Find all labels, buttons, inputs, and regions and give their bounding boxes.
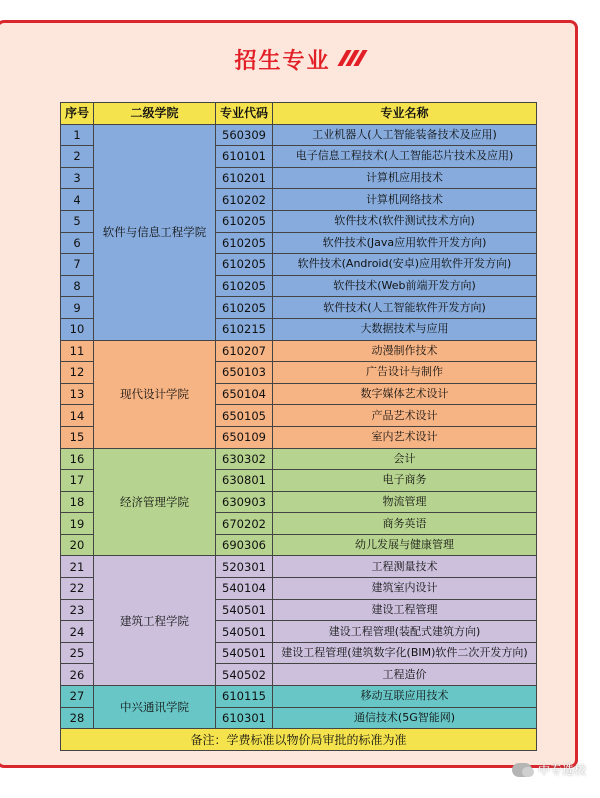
table-row: [61, 556, 537, 578]
row-number: 4: [61, 189, 94, 211]
header-code: 专业代码: [216, 103, 273, 125]
college-name: 现代设计学院: [94, 340, 216, 448]
row-number: 25: [61, 642, 94, 664]
row-number: 26: [61, 664, 94, 686]
major-code: 610115: [216, 686, 273, 708]
major-code: 650105: [216, 405, 273, 427]
note-row: [61, 729, 537, 751]
major-code: 540502: [216, 664, 273, 686]
table-row: [61, 448, 537, 470]
row-number: 6: [61, 232, 94, 254]
major-code: 610301: [216, 707, 273, 729]
row-number: 3: [61, 167, 94, 189]
major-name: 物流管理: [273, 491, 537, 513]
row-number: 2: [61, 146, 94, 168]
major-code: 610205: [216, 275, 273, 297]
row-number: 15: [61, 426, 94, 448]
major-name: 电子商务: [273, 470, 537, 492]
major-name: 建筑室内设计: [273, 578, 537, 600]
table-row: [61, 340, 537, 362]
major-name: 软件技术(Java应用软件开发方向): [273, 232, 537, 254]
row-number: 28: [61, 707, 94, 729]
major-code: 540501: [216, 642, 273, 664]
major-code: 520301: [216, 556, 273, 578]
major-name: 通信技术(5G智能网): [273, 707, 537, 729]
row-number: 21: [61, 556, 94, 578]
table-row: [61, 686, 537, 708]
major-code: 610205: [216, 232, 273, 254]
major-code: 650104: [216, 383, 273, 405]
major-name: 数字媒体艺术设计: [273, 383, 537, 405]
college-name: 中兴通讯学院: [94, 686, 216, 729]
major-name: 商务英语: [273, 513, 537, 535]
major-name: 软件技术(人工智能软件开发方向): [273, 297, 537, 319]
major-name: 广告设计与制作: [273, 362, 537, 384]
major-code: 540501: [216, 599, 273, 621]
major-code: 610205: [216, 254, 273, 276]
major-name: 会计: [273, 448, 537, 470]
major-name: 工程造价: [273, 664, 537, 686]
major-name: 软件技术(软件测试技术方向): [273, 210, 537, 232]
major-code: 560309: [216, 124, 273, 146]
row-number: 22: [61, 578, 94, 600]
row-number: 27: [61, 686, 94, 708]
major-name: 建设工程管理(装配式建筑方向): [273, 621, 537, 643]
major-code: 540501: [216, 621, 273, 643]
major-code: 630302: [216, 448, 273, 470]
row-number: 16: [61, 448, 94, 470]
major-code: 610205: [216, 210, 273, 232]
row-number: 19: [61, 513, 94, 535]
row-number: 12: [61, 362, 94, 384]
major-code: 630903: [216, 491, 273, 513]
major-code: 610201: [216, 167, 273, 189]
major-name: 计算机网络技术: [273, 189, 537, 211]
major-name: 电子信息工程技术(人工智能芯片技术及应用): [273, 146, 537, 168]
major-name: 建设工程管理(建筑数字化(BIM)软件二次开发方向): [273, 642, 537, 664]
fee-note: 备注：学费标准以物价局审批的标准为准: [61, 729, 537, 751]
slash-decoration-icon: [342, 50, 366, 70]
major-name: 室内艺术设计: [273, 426, 537, 448]
table-row: [61, 124, 537, 146]
major-code: 650109: [216, 426, 273, 448]
major-code: 540104: [216, 578, 273, 600]
row-number: 13: [61, 383, 94, 405]
major-code: 610207: [216, 340, 273, 362]
major-name: 软件技术(Web前端开发方向): [273, 275, 537, 297]
header-name: 专业名称: [273, 103, 537, 125]
row-number: 9: [61, 297, 94, 319]
major-code: 610205: [216, 297, 273, 319]
major-name: 移动互联应用技术: [273, 686, 537, 708]
header-college: 二级学院: [94, 103, 216, 125]
major-name: 建设工程管理: [273, 599, 537, 621]
row-number: 20: [61, 534, 94, 556]
row-number: 11: [61, 340, 94, 362]
row-number: 18: [61, 491, 94, 513]
majors-table: [60, 102, 537, 751]
major-name: 幼儿发展与健康管理: [273, 534, 537, 556]
title-block: [0, 44, 600, 75]
row-number: 5: [61, 210, 94, 232]
watermark: [512, 761, 586, 778]
row-number: 14: [61, 405, 94, 427]
row-number: 24: [61, 621, 94, 643]
page-title: 招生专业: [234, 49, 331, 74]
major-code: 650103: [216, 362, 273, 384]
major-name: 动漫制作技术: [273, 340, 537, 362]
row-number: 1: [61, 124, 94, 146]
major-name: 软件技术(Android(安卓)应用软件开发方向): [273, 254, 537, 276]
major-name: 产品艺术设计: [273, 405, 537, 427]
major-name: 工程测量技术: [273, 556, 537, 578]
major-code: 630801: [216, 470, 273, 492]
row-number: 8: [61, 275, 94, 297]
major-name: 大数据技术与应用: [273, 318, 537, 340]
header-no: 序号: [61, 103, 94, 125]
row-number: 7: [61, 254, 94, 276]
table-body: [61, 124, 537, 729]
college-name: 经济管理学院: [94, 448, 216, 556]
table-header-row: [61, 103, 537, 125]
major-code: 610101: [216, 146, 273, 168]
row-number: 10: [61, 318, 94, 340]
major-code: 690306: [216, 534, 273, 556]
wechat-icon: [512, 763, 532, 777]
major-code: 610215: [216, 318, 273, 340]
watermark-text: 中专选校: [537, 763, 586, 777]
college-name: 软件与信息工程学院: [94, 124, 216, 340]
major-code: 610202: [216, 189, 273, 211]
major-name: 计算机应用技术: [273, 167, 537, 189]
row-number: 23: [61, 599, 94, 621]
major-name: 工业机器人(人工智能装备技术及应用): [273, 124, 537, 146]
row-number: 17: [61, 470, 94, 492]
major-code: 670202: [216, 513, 273, 535]
college-name: 建筑工程学院: [94, 556, 216, 686]
